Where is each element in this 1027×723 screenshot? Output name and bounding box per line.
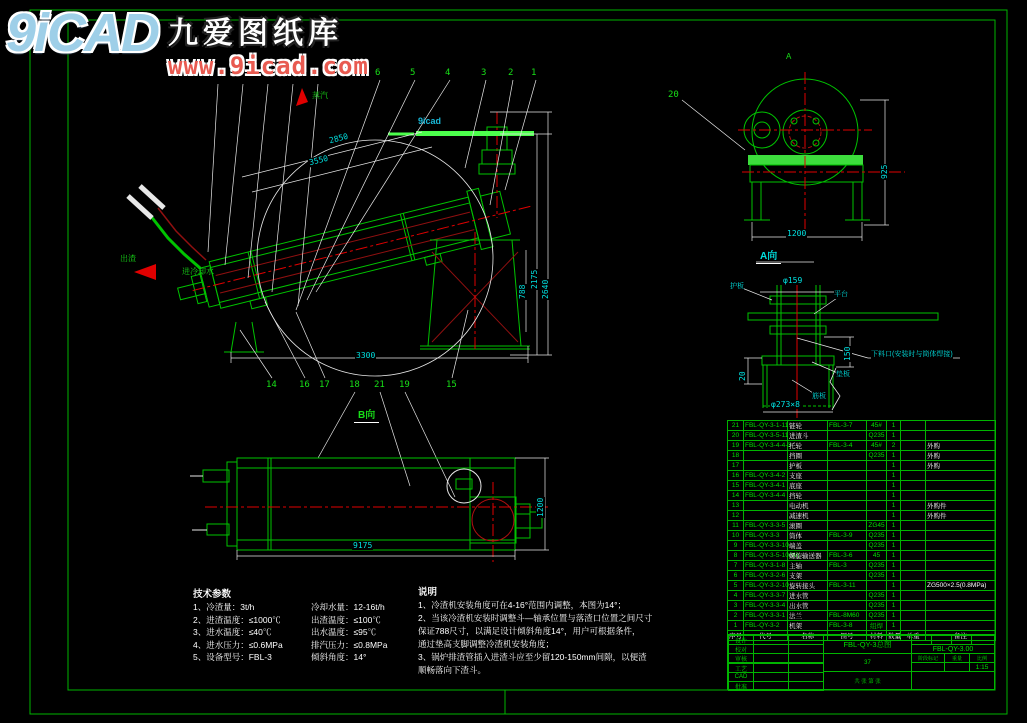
- dim-end-1200: 1200: [787, 229, 807, 238]
- parts-list-cell: [744, 511, 788, 521]
- tech-value: 冷却水量：12-16t/h: [311, 602, 385, 612]
- parts-list-cell: 螺旋输送器: [788, 551, 828, 561]
- parts-list-cell: 9: [728, 541, 744, 551]
- parts-list-cell: 支架: [788, 571, 828, 581]
- parts-list-cell: [901, 581, 926, 591]
- detail-label-2: 平台: [834, 291, 848, 298]
- parts-list-row: [728, 531, 996, 541]
- mini-watermark: 9icad: [418, 116, 442, 126]
- title-block-role-1: 设计: [728, 635, 754, 645]
- dim-2640: 2640: [541, 279, 550, 299]
- parts-list-cell: [926, 471, 996, 481]
- parts-list-row: [728, 581, 996, 591]
- parts-list-cell: [828, 451, 867, 461]
- title-block-role-value-6: [753, 681, 789, 691]
- parts-list-cell: [828, 521, 867, 531]
- dim-150: 150: [843, 346, 852, 361]
- parts-list-cell: FBL-QY-3-3-10: [745, 542, 789, 549]
- parts-list-cell: [901, 511, 926, 521]
- parts-list-cell: 筒体: [788, 531, 828, 541]
- parts-list-cell: 挡圈: [788, 451, 828, 461]
- parts-list-cell: 托轮: [788, 441, 828, 451]
- tech-row-3: [193, 626, 411, 639]
- dim-9175: 9175: [353, 541, 373, 550]
- parts-list-cell: 图号: [828, 631, 867, 641]
- parts-list-row: [728, 471, 996, 481]
- parts-list-cell: FBL-3-6: [828, 551, 867, 561]
- parts-list-cell: 序号: [728, 631, 744, 641]
- title-block-center-no: 37: [823, 653, 912, 672]
- parts-list-cell: 旋转接头: [788, 581, 828, 591]
- dim-end-925: 925: [880, 164, 889, 179]
- site-logo-mark: 9iCAD: [6, 3, 159, 63]
- parts-list-cell: 主轴: [788, 561, 828, 571]
- parts-list-cell: [867, 581, 887, 591]
- parts-list-cell: [926, 621, 996, 631]
- parts-list-cell: 1: [887, 521, 901, 531]
- parts-list-cell: 法兰: [788, 611, 828, 621]
- parts-list-row: [728, 611, 996, 621]
- parts-list-cell: FBL-QY-3-3-7: [744, 591, 788, 601]
- title-block-role-extra-3: [788, 653, 824, 663]
- main-view-dims: [208, 80, 552, 497]
- parts-list-cell: FBL-3-9: [828, 531, 867, 541]
- parts-list-cell: 外购: [926, 451, 996, 461]
- parts-list-cell: 组焊: [867, 621, 887, 631]
- title-block-drawing-no: FBL-QY-3.00: [911, 644, 995, 654]
- note-line-3: 保证788尺寸，以满足设计倾斜角度14°，用户可根据条件，: [418, 626, 641, 636]
- tech-row-4: [193, 639, 411, 652]
- main-view-lines: [128, 88, 538, 376]
- tech-params-block: [193, 586, 411, 664]
- parts-list-cell: 1: [887, 611, 901, 621]
- dim-788: 788: [518, 284, 527, 299]
- parts-list-cell: [901, 561, 926, 571]
- parts-list-cell: [901, 531, 926, 541]
- parts-list-cell: [926, 551, 996, 561]
- parts-list-cell: Q235: [867, 611, 887, 621]
- parts-list-cell: [926, 431, 996, 441]
- parts-list-cell: [901, 521, 926, 531]
- tech-value: 4、进水压力：≤0.6MPa: [193, 639, 283, 650]
- parts-list-cell: [901, 431, 926, 441]
- parts-list-cell: FBL-QY-3-3-5: [744, 521, 788, 531]
- parts-list-cell: 1: [887, 431, 901, 441]
- parts-list-cell: FBL-8M60: [828, 611, 867, 621]
- parts-list-cell: [828, 431, 867, 441]
- parts-list-cell: 1: [887, 571, 901, 581]
- note-line-2: 2、当该冷渣机安装时调整斗—轴承位置与落渣口位置之间尺寸: [418, 613, 653, 623]
- parts-list-cell: 进水管: [788, 591, 828, 601]
- tech-row-2: [193, 614, 411, 627]
- site-brand-name: 九爱图纸库: [168, 17, 344, 50]
- dim-incline-b: 3550: [308, 153, 330, 168]
- parts-list-cell: 13: [728, 501, 744, 511]
- callout-20: 20: [668, 90, 679, 100]
- note-line-5: 3、锅炉排渣管插入进渣斗应至少留120-150mm间隙，以便渣: [418, 652, 647, 662]
- tech-value: 倾斜角度：14°: [311, 652, 367, 662]
- parts-list-cell: [926, 421, 996, 431]
- parts-list-cell: [828, 541, 867, 551]
- parts-list-row: [728, 481, 996, 491]
- parts-list-cell: 14: [728, 491, 744, 501]
- callout-19: 19: [399, 380, 410, 390]
- parts-list-cell: 1: [887, 511, 901, 521]
- plan-view-caption: B向: [354, 406, 379, 423]
- parts-list-row: [728, 461, 996, 471]
- parts-list-cell: 代号: [744, 631, 788, 641]
- parts-list-cell: FBL-QY-3-2-10: [745, 582, 789, 589]
- parts-list-cell: [926, 521, 996, 531]
- notes-title: 说明: [418, 587, 438, 598]
- end-view-lines: [738, 72, 905, 232]
- parts-list-cell: 1: [887, 581, 901, 591]
- parts-list-cell: 进渣斗: [788, 431, 828, 441]
- tech-params-title: 技术参数: [193, 589, 232, 600]
- parts-list-cell: FBL-QY-3-4-4-3: [745, 442, 791, 449]
- parts-list-cell: 1: [887, 591, 901, 601]
- parts-list-row: [728, 431, 996, 441]
- parts-list-cell: FBL-3: [828, 561, 867, 571]
- parts-list-cell: [901, 591, 926, 601]
- tech-row-5: [193, 651, 411, 664]
- parts-list-cell: [901, 451, 926, 461]
- parts-list-row: [728, 501, 996, 511]
- parts-list-row: [728, 451, 996, 461]
- parts-list-cell: [867, 511, 887, 521]
- parts-list-cell: 7: [728, 561, 744, 571]
- callout-5: 5: [410, 68, 416, 78]
- parts-list-cell: [867, 481, 887, 491]
- parts-list-cell: [901, 551, 926, 561]
- title-block-role-5: CAD: [728, 672, 754, 682]
- parts-list-cell: 1: [728, 621, 744, 631]
- parts-list-cell: FBL-3-11: [828, 581, 867, 591]
- tech-value: 1、冷渣量：3t/h: [193, 602, 255, 612]
- parts-list-cell: [926, 611, 996, 621]
- parts-list-row: [728, 441, 996, 451]
- detail-label-3: 下料口(安装时与筒体焊接): [871, 351, 953, 358]
- note-line-1: 1、冷渣机安装角度可在4-16°范围内调整，本图为14°；: [418, 600, 626, 610]
- parts-list-row: [728, 421, 996, 431]
- parts-list-cell: 链轮: [788, 421, 828, 431]
- end-view-caption: A向: [756, 247, 781, 264]
- title-block-role-extra-6: [788, 681, 824, 691]
- parts-list-cell: 滚圈: [788, 521, 828, 531]
- parts-list-cell: [744, 451, 788, 461]
- dim-3300: 3300: [356, 351, 376, 360]
- title-block-role-4: 工艺: [728, 663, 754, 673]
- parts-list-cell: 3: [728, 601, 744, 611]
- tech-value: 5、设备型号：FBL-3: [193, 652, 272, 662]
- parts-list-cell: Q235: [867, 451, 887, 461]
- parts-list-cell: 减速机: [788, 511, 828, 521]
- parts-list-row: [728, 561, 996, 571]
- notes-block: [418, 584, 710, 677]
- parts-list-cell: 护板: [788, 461, 828, 471]
- parts-list-cell: FBL-3-4: [828, 441, 867, 451]
- callout-14: 14: [266, 380, 277, 390]
- parts-list-cell: [901, 481, 926, 491]
- parts-list-cell: [867, 491, 887, 501]
- parts-list-cell: [744, 501, 788, 511]
- parts-list-cell: 外购: [926, 441, 996, 451]
- parts-list-cell: [828, 601, 867, 611]
- parts-list-row: [728, 491, 996, 501]
- parts-list-cell: FBL-QY-3-4-2: [744, 471, 788, 481]
- label-discharge: 出渣: [120, 254, 136, 263]
- tech-row-1: [193, 601, 411, 614]
- detail-label-1: 护板: [730, 283, 744, 290]
- parts-list-cell: FBL-QY-3-3-4: [744, 601, 788, 611]
- title-block-role-6: 批准: [728, 681, 754, 691]
- parts-list-cell: FBL-3-8: [828, 621, 867, 631]
- parts-list-cell: [901, 601, 926, 611]
- parts-list-cell: [828, 481, 867, 491]
- parts-list-cell: FBL-QY-3-2: [744, 621, 788, 631]
- parts-list-cell: 1: [887, 491, 901, 501]
- callout-18: 18: [349, 380, 360, 390]
- parts-list-cell: [926, 571, 996, 581]
- parts-list-cell: FBL-QY-3-3-1: [744, 611, 788, 621]
- callout-3: 3: [481, 68, 487, 78]
- parts-list-cell: [926, 561, 996, 571]
- parts-list-cell: 1: [887, 561, 901, 571]
- note-line-4: 通过垫高支脚调整冷渣机安装角度；: [418, 639, 555, 649]
- parts-list-table: [727, 420, 996, 641]
- parts-list-cell: 2: [887, 441, 901, 451]
- parts-list-cell: 材料: [867, 631, 887, 641]
- parts-list-cell: [901, 471, 926, 481]
- parts-list-cell: [901, 571, 926, 581]
- parts-list-cell: [901, 441, 926, 451]
- parts-list-cell: 电动机: [788, 501, 828, 511]
- title-block: [727, 634, 995, 690]
- parts-list-cell: Q235: [867, 601, 887, 611]
- parts-list-cell: [901, 461, 926, 471]
- parts-list-cell: 机架: [788, 621, 828, 631]
- parts-list-row: [728, 551, 996, 561]
- site-url-link[interactable]: www.9icad.com: [168, 52, 369, 80]
- title-block-role-value-3: [753, 653, 789, 663]
- tech-value: 出渣温度：≤100℃: [311, 614, 381, 625]
- parts-list-cell: [926, 531, 996, 541]
- parts-list-cell: Q235: [867, 571, 887, 581]
- parts-list-row: [728, 541, 996, 551]
- callout-2: 2: [508, 68, 514, 78]
- parts-list-cell: FBL-QY-3-2-6: [744, 571, 788, 581]
- parts-list-cell: 1: [887, 451, 901, 461]
- title-block-weight-label: 重量: [944, 653, 970, 663]
- parts-list-cell: 名称: [788, 631, 828, 641]
- parts-list-cell: 1: [887, 471, 901, 481]
- parts-list-cell: 数量: [887, 631, 901, 641]
- parts-list-cell: [867, 471, 887, 481]
- parts-list-cell: 11: [728, 521, 744, 531]
- parts-list-cell: Q235: [867, 561, 887, 571]
- parts-list-cell: 外购: [926, 461, 996, 471]
- parts-list-cell: 2: [728, 611, 744, 621]
- parts-list-cell: [926, 601, 996, 611]
- parts-list-cell: [901, 501, 926, 511]
- callout-17: 17: [319, 380, 330, 390]
- parts-list-cell: 1: [887, 541, 901, 551]
- parts-list-cell: 底座: [788, 481, 828, 491]
- parts-list-cell: 1: [887, 601, 901, 611]
- label-view-mark-a: A: [786, 52, 792, 61]
- parts-list-cell: 5: [728, 581, 744, 591]
- dim-2175: 2175: [530, 269, 539, 289]
- parts-list-cell: 21: [728, 421, 744, 431]
- parts-list-cell: [867, 501, 887, 511]
- parts-list-cell: FBL-QY-3-3: [744, 531, 788, 541]
- parts-list-cell: 6: [728, 571, 744, 581]
- parts-list-cell: [867, 461, 887, 471]
- parts-list-cell: FBL-QY-3-1-8: [744, 561, 788, 571]
- callout-21: 21: [374, 380, 385, 390]
- parts-list-cell: 45: [867, 551, 887, 561]
- parts-list-cell: Q235: [867, 591, 887, 601]
- parts-list-cell: 45#: [867, 421, 887, 431]
- parts-list-cell: FBL-QY-3-4-4: [744, 491, 788, 501]
- dim-20: 20: [738, 371, 747, 381]
- title-block-scale-label: 比例: [969, 653, 995, 663]
- parts-list-cell: [828, 491, 867, 501]
- parts-list-cell: 1: [887, 461, 901, 471]
- parts-list-cell: [828, 461, 867, 471]
- parts-list-cell: [901, 541, 926, 551]
- dim-phi159: φ159: [783, 276, 803, 285]
- parts-list-cell: 1: [887, 421, 901, 431]
- parts-list-row: [728, 601, 996, 611]
- title-block-sheet: 共 张 第 张: [823, 671, 912, 690]
- parts-list-cell: FBL-QY-3-5-11: [745, 432, 789, 439]
- title-block-stage-label: 阶段标记: [911, 653, 945, 663]
- plan-view-dims: [237, 458, 549, 560]
- parts-list-cell: 1: [887, 501, 901, 511]
- callout-4: 4: [445, 68, 451, 78]
- tech-value: 2、进渣温度：≤1000℃: [193, 614, 281, 625]
- parts-list-cell: [828, 591, 867, 601]
- parts-list-cell: [828, 501, 867, 511]
- title-block-role-3: 审核: [728, 653, 754, 663]
- parts-list-cell: 4: [728, 591, 744, 601]
- parts-list-cell: [926, 591, 996, 601]
- parts-list-cell: [744, 461, 788, 471]
- tech-value: 排汽压力：≤0.8MPa: [311, 639, 388, 650]
- parts-list-cell: 20: [728, 431, 744, 441]
- parts-list-cell: 外购件: [926, 501, 996, 511]
- parts-list-cell: 1: [887, 551, 901, 561]
- parts-list-cell: 挡轮: [788, 491, 828, 501]
- parts-list-row: [728, 571, 996, 581]
- parts-list-cell: 备注: [926, 631, 996, 641]
- parts-list-cell: Q235: [867, 531, 887, 541]
- parts-list-cell: [828, 571, 867, 581]
- parts-list-row: [728, 521, 996, 531]
- detail-label-4: 垫板: [836, 371, 850, 378]
- parts-list-cell: [926, 491, 996, 501]
- callout-6: 6: [375, 68, 381, 78]
- parts-list-cell: [828, 471, 867, 481]
- parts-list-row: [728, 591, 996, 601]
- parts-list-row: [728, 621, 996, 631]
- parts-list-cell: Q235: [867, 431, 887, 441]
- parts-list-cell: 18: [728, 451, 744, 461]
- parts-list-cell: FBL-QY-3-4-1: [744, 481, 788, 491]
- parts-list-cell: 外购件: [926, 511, 996, 521]
- tech-value: 出水温度：≤95℃: [311, 627, 377, 637]
- parts-list-cell: FBL-3-7: [828, 421, 867, 431]
- parts-list-cell: 10: [728, 531, 744, 541]
- parts-list-cell: ZG45: [868, 522, 885, 529]
- parts-list-cell: 单重: [901, 631, 926, 641]
- parts-list-cell: 支座: [788, 471, 828, 481]
- parts-list-cell: 15: [728, 481, 744, 491]
- parts-list-cell: 45#: [867, 441, 887, 451]
- dim-phi273: φ273×8: [771, 400, 800, 409]
- note-line-6: 顺畅落向下渣斗。: [418, 665, 487, 675]
- callout-15: 15: [446, 380, 457, 390]
- parts-list-cell: [901, 621, 926, 631]
- parts-list-cell: ZG500×2.5(0.8MPa): [926, 581, 996, 591]
- parts-list-cell: Q235: [867, 541, 887, 551]
- dim-incline-a: 2850: [328, 131, 350, 146]
- parts-list-cell: 端盖: [788, 541, 828, 551]
- dim-plan-1200: 1200: [536, 497, 545, 517]
- title-block-scale-value: 1:15: [969, 662, 995, 672]
- parts-list-cell: [926, 481, 996, 491]
- parts-list-cell: 出水管: [788, 601, 828, 611]
- detail-label-5: 筋板: [812, 393, 826, 400]
- parts-list-cell: [828, 511, 867, 521]
- parts-list-cell: 12: [728, 511, 744, 521]
- parts-list-cell: [901, 491, 926, 501]
- parts-list-cell: [926, 541, 996, 551]
- parts-list-cell: 19: [728, 441, 744, 451]
- callout-1: 1: [531, 68, 537, 78]
- title-block-title: FBL-QY-3总图: [823, 635, 912, 654]
- parts-list-cell: 1: [887, 531, 901, 541]
- parts-list-cell: 16: [728, 471, 744, 481]
- label-cooling-water: 进冷却水: [182, 267, 214, 276]
- parts-list-cell: [901, 611, 926, 621]
- tech-value: 3、进水温度：≤40℃: [193, 627, 272, 637]
- site-logo: [6, 2, 369, 80]
- parts-list-cell: 1: [887, 481, 901, 491]
- tb-bottom-right: [911, 671, 995, 690]
- label-steam: 蒸汽: [312, 91, 328, 100]
- callout-16: 16: [299, 380, 310, 390]
- parts-list-cell: FBL-QY-3-5-10(W): [745, 552, 800, 559]
- parts-list-cell: FBL-QY-3-1-11: [745, 422, 789, 429]
- title-block-role-2: 校对: [728, 644, 754, 654]
- parts-list-cell: [901, 421, 926, 431]
- parts-list-row: [728, 511, 996, 521]
- parts-list-cell: 1: [887, 621, 901, 631]
- parts-list-cell: 17: [728, 461, 744, 471]
- parts-list-cell: 8: [728, 551, 744, 561]
